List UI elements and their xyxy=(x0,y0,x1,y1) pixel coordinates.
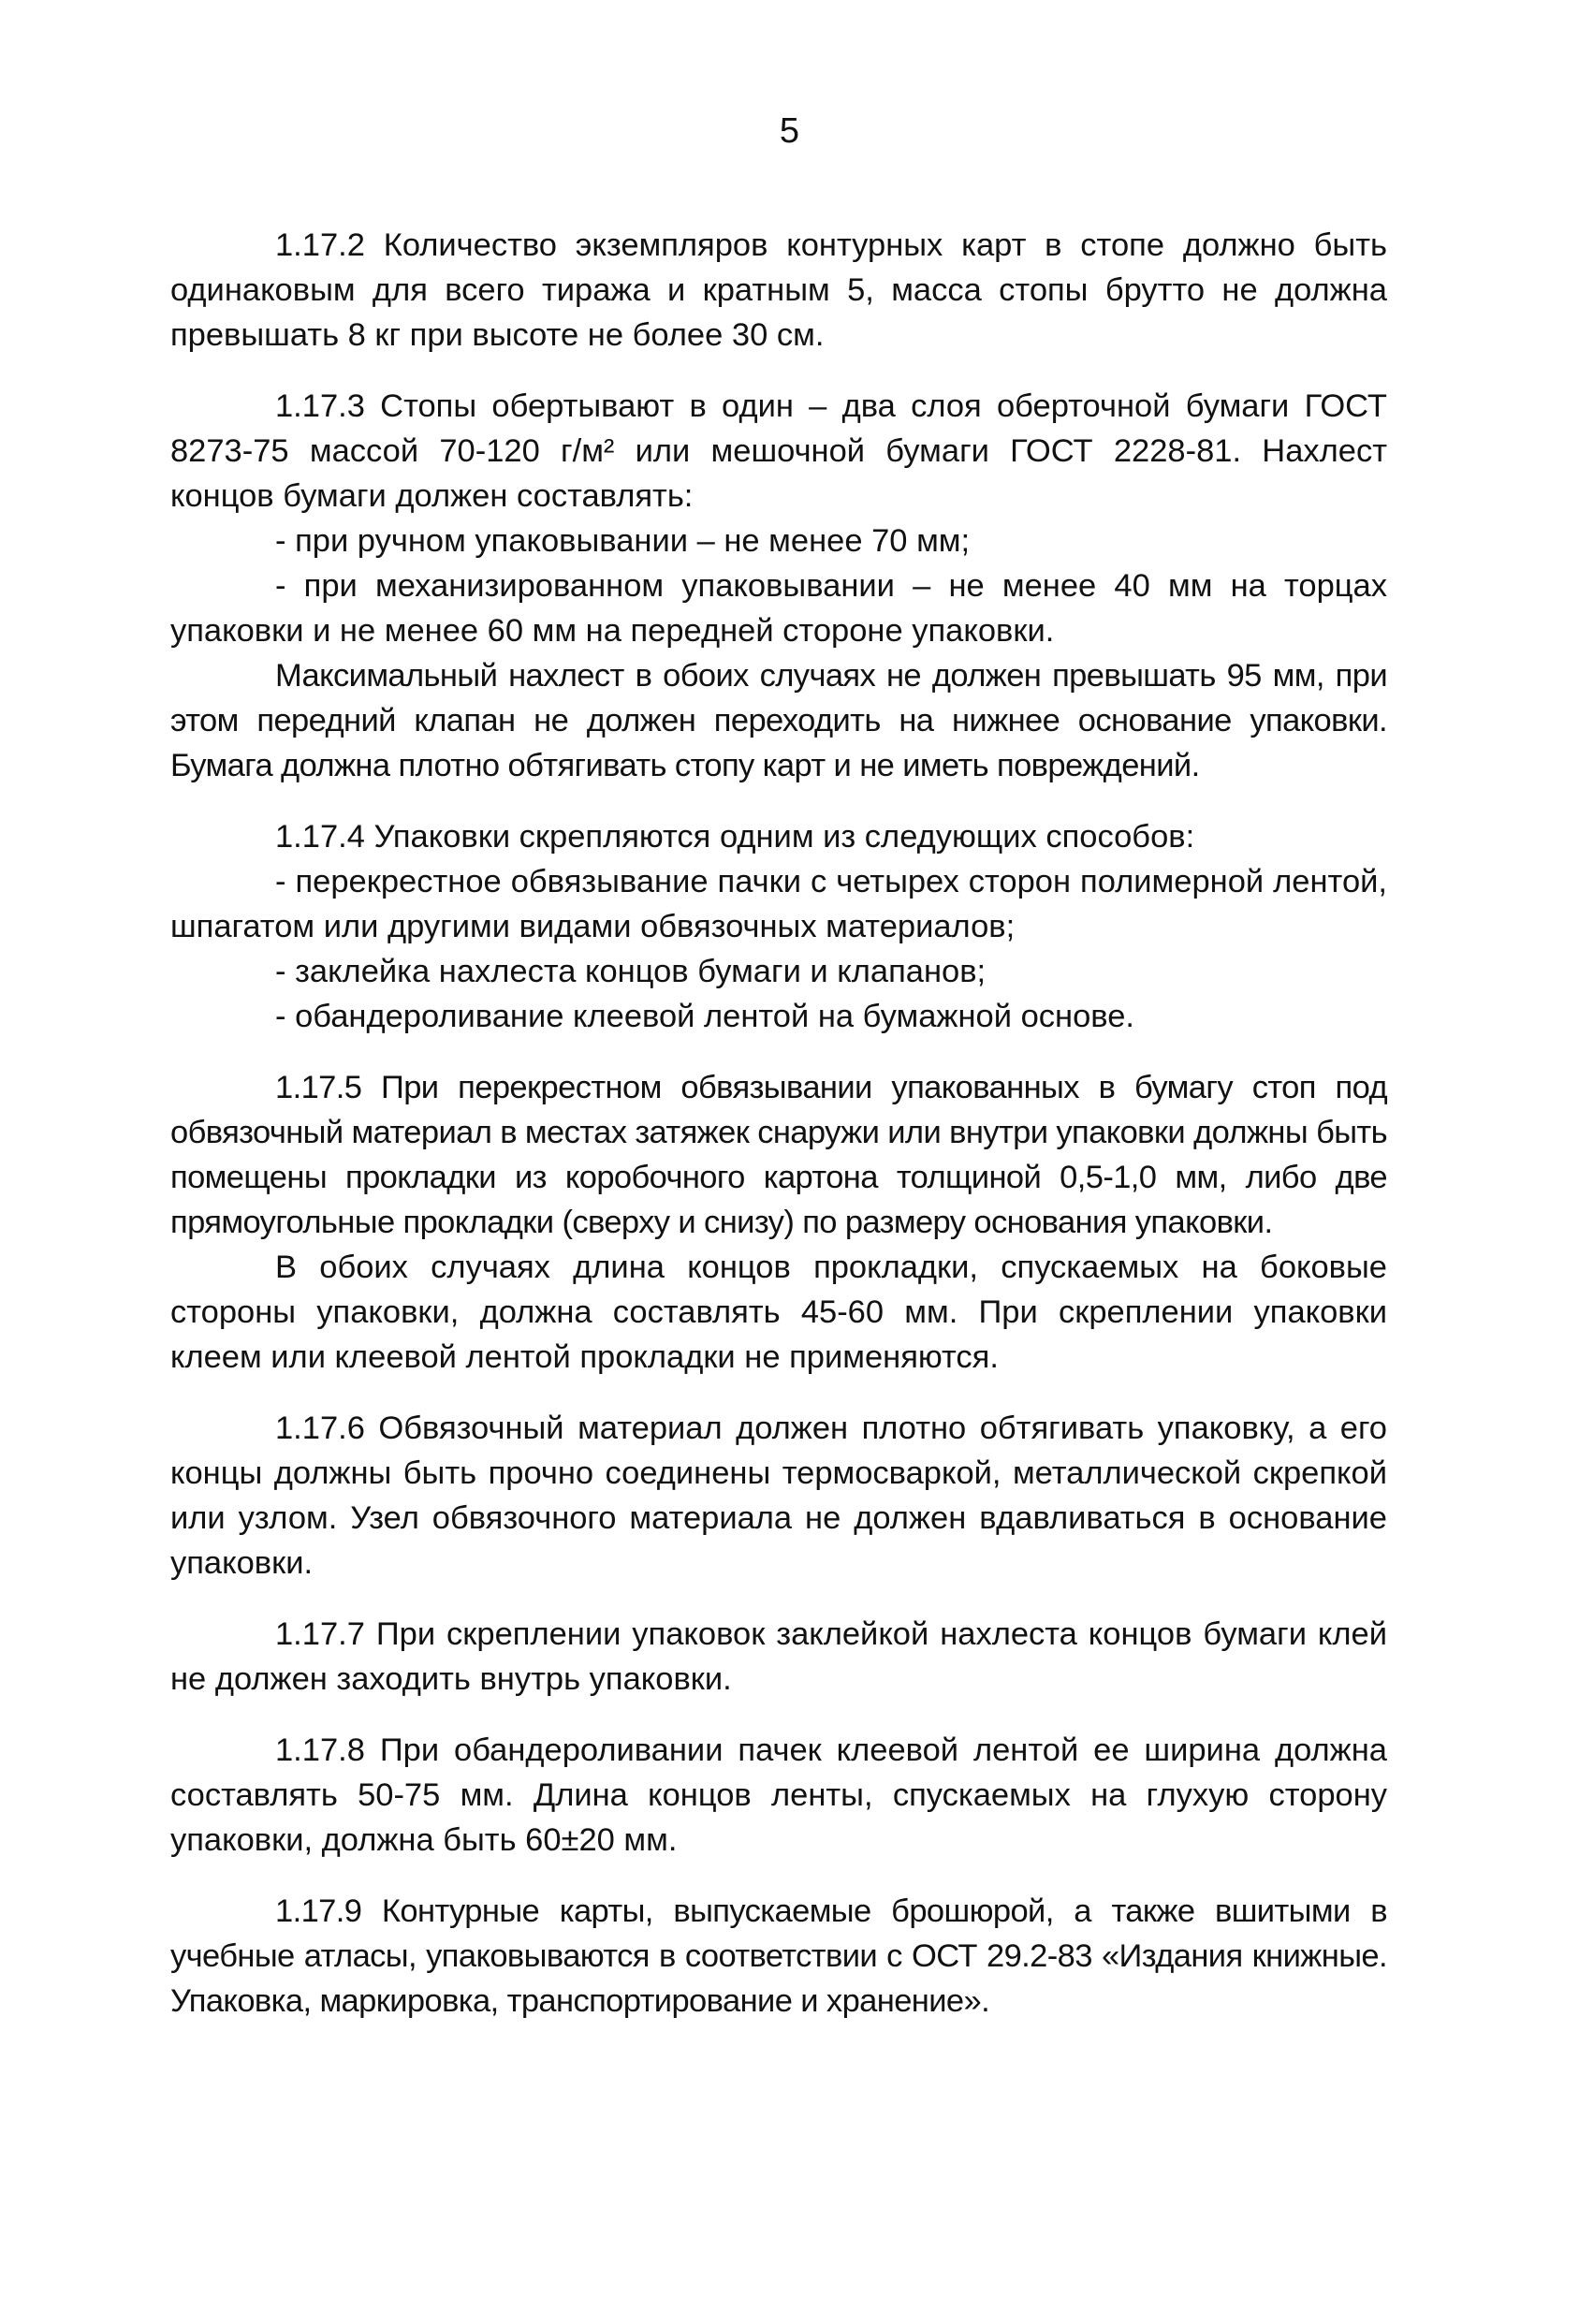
paragraph: 1.17.2 Количество экземпляров контурных карт в стопе должно быть одинаковым для всего тиража и кратным 5, масса стопы брутто не должна превышать 8 кг при высоте не более 30 см. xyxy=(170,227,1387,353)
list-item: - при механизированном упаковывании – не менее 40 мм на торцах упаковки и не менее 60 мм на передней стороне упаковки. xyxy=(170,568,1387,649)
section-1-17-7 xyxy=(170,1612,1387,1702)
paragraph: 1.17.6 Обвязочный материал должен плотно обтягивать упаковку, а его концы должны быть прочно соединены термосваркой, металлической скрепкой или узлом. Узел обвязочного материала не должен вдавливаться в основание упаковки. xyxy=(170,1410,1387,1581)
paragraph: 1.17.7 При скреплении упаковок заклейкой нахлеста концов бумаги клей не должен заходить внутрь упаковки. xyxy=(170,1616,1387,1697)
paragraph: В обоих случаях длина концов прокладки, спускаемых на боковые стороны упаковки, должна составлять 45-60 мм. При скреплении упаковки клеем или клеевой лентой прокладки не применяются. xyxy=(170,1250,1387,1375)
paragraph: 1.17.9 Контурные карты, выпускаемые брошюрой, а также вшитыми в учебные атласы, упаковываются в соответствии с ОСТ 29.2-83 «Издания книжные. Упаковка, маркировка, транспортирование и хранение». xyxy=(170,1893,1387,2019)
section-1-17-6 xyxy=(170,1406,1387,1586)
paragraph: 1.17.4 Упаковки скрепляются одним из следующих способов: xyxy=(275,819,1195,855)
paragraph: Максимальный нахлест в обоих случаях не должен превышать 95 мм, при этом передний клапан не должен переходить на нижнее основание упаковки. Бумага должна плотно обтягивать стопу карт и не иметь повреждений. xyxy=(170,658,1387,783)
section-1-17-9 xyxy=(170,1889,1387,2024)
list-item: - обандероливание клеевой лентой на бумажной основе. xyxy=(275,999,1134,1034)
list-item: - при ручном упаковывании – не менее 70 мм; xyxy=(275,523,971,559)
section-1-17-4 xyxy=(170,814,1387,1039)
page-number: 5 xyxy=(779,111,800,151)
document-body xyxy=(170,223,1387,2050)
paragraph: 1.17.8 При обандероливании пачек клеевой лентой ее ширина должна составлять 50-75 мм. Длина концов ленты, спускаемых на глухую сторону упаковки, должна быть 60±20 мм. xyxy=(170,1732,1387,1858)
section-1-17-8 xyxy=(170,1728,1387,1863)
section-1-17-3 xyxy=(170,384,1387,788)
list-item: - заклейка нахлеста концов бумаги и клапанов; xyxy=(275,954,987,989)
section-1-17-2 xyxy=(170,223,1387,358)
section-1-17-5 xyxy=(170,1065,1387,1380)
list-item: - перекрестное обвязывание пачки с четырех сторон полимерной лентой, шпагатом или другими видами обвязочных материалов; xyxy=(170,864,1387,944)
paragraph: 1.17.5 При перекрестном обвязывании упакованных в бумагу стоп под обвязочный материал в местах затяжек снаружи или внутри упаковки должны быть помещены прокладки из коробочного картона толщиной 0,5-1,0 мм, либо две прямоугольные прокладки (сверху и снизу) по размеру основания упаковки. xyxy=(170,1070,1388,1240)
paragraph: 1.17.3 Стопы обертывают в один – два слоя оберточной бумаги ГОСТ 8273-75 массой 70-120 г/м² или мешочной бумаги ГОСТ 2228-81. Нахлест концов бумаги должен составлять: xyxy=(170,388,1387,514)
